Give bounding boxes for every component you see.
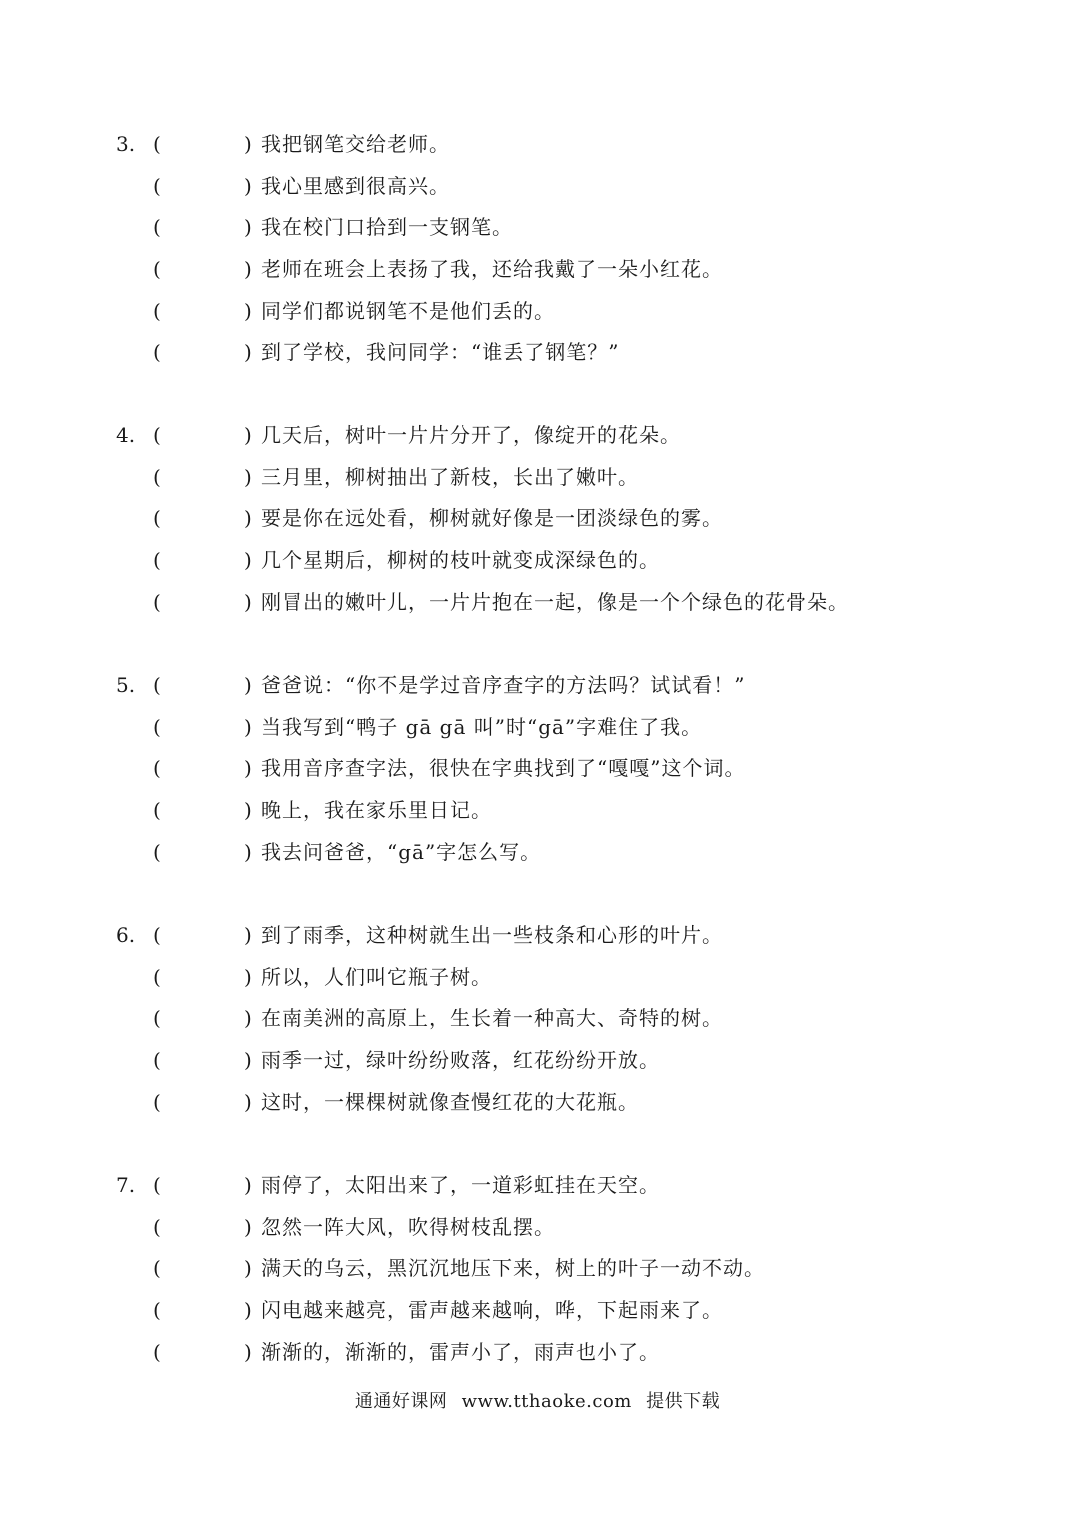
right-paren: ) (244, 1006, 252, 1031)
footer (0, 1388, 1075, 1416)
left-paren: ( (153, 1173, 161, 1197)
order-answer-blank[interactable] (163, 299, 247, 327)
sentence-text: 雨停了，太阳出来了，一道彩虹挂在天空。 (261, 1173, 660, 1197)
left-paren: ( (153, 173, 161, 198)
right-paren: ) (244, 506, 252, 531)
sentence-text: 爸爸说：“你不是学过音序查字的方法吗？试试看！” (261, 673, 746, 697)
sentence-text: 我在校门口拾到一支钢笔。 (261, 215, 513, 240)
ordering-row (0, 1207, 1075, 1249)
ordering-row (0, 498, 1075, 540)
left-paren: ( (153, 506, 161, 531)
right-paren: ) (244, 423, 252, 447)
left-paren: ( (153, 714, 161, 739)
ordering-row (0, 1165, 1075, 1207)
sentence-text: 到了雨季，这种树就生出一些枝条和心形的叶片。 (261, 923, 723, 947)
order-answer-blank[interactable] (163, 506, 247, 534)
sentence-text: 这时，一棵棵树就像查慢红花的大花瓶。 (261, 1089, 639, 1114)
sentence-text: 忽然一阵大风，吹得树枝乱摆。 (261, 1214, 555, 1239)
left-paren: ( (153, 964, 161, 989)
question-number: 3. (116, 132, 136, 156)
left-paren: ( (153, 257, 161, 282)
ordering-row (0, 915, 1075, 957)
right-paren: ) (244, 1048, 252, 1073)
sentence-text: 渐渐的，渐渐的，雷声小了，雨声也小了。 (261, 1339, 660, 1364)
footer-site-name: 通通好课网 (354, 1391, 448, 1412)
left-paren: ( (153, 589, 161, 614)
question-number: 4. (116, 423, 136, 447)
ordering-row (0, 166, 1075, 208)
sentence-text: 我用音序查字法，很快在字典找到了“嘎嘎”这个词。 (261, 756, 746, 781)
right-paren: ) (244, 464, 252, 489)
order-answer-blank[interactable] (163, 1340, 247, 1368)
order-answer-blank[interactable] (163, 715, 247, 743)
ordering-row (0, 957, 1075, 999)
order-answer-blank[interactable] (163, 465, 247, 493)
left-paren: ( (153, 756, 161, 781)
question-6 (0, 915, 1075, 1123)
sentence-text: 要是你在远处看，柳树就好像是一团淡绿色的雾。 (261, 506, 723, 531)
left-paren: ( (153, 1006, 161, 1031)
right-paren: ) (244, 589, 252, 614)
order-answer-blank[interactable] (163, 1215, 247, 1243)
order-answer-blank[interactable] (163, 1048, 247, 1076)
order-answer-blank[interactable] (163, 798, 247, 826)
ordering-row (0, 1248, 1075, 1290)
sentence-text: 我把钢笔交给老师。 (261, 132, 450, 156)
left-paren: ( (153, 1256, 161, 1281)
sentence-text: 当我写到“鸭子 gā gā 叫”时“gā”字难住了我。 (261, 714, 703, 739)
right-paren: ) (244, 923, 252, 947)
right-paren: ) (244, 798, 252, 823)
question-7 (0, 1165, 1075, 1373)
ordering-row (0, 1290, 1075, 1332)
right-paren: ) (244, 1173, 252, 1197)
right-paren: ) (244, 548, 252, 573)
right-paren: ) (244, 1256, 252, 1281)
ordering-row (0, 540, 1075, 582)
sentence-text: 雨季一过，绿叶纷纷败落，红花纷纷开放。 (261, 1048, 660, 1073)
sentence-text: 老师在班会上表扬了我，还给我戴了一朵小红花。 (261, 257, 723, 282)
sentence-text: 我心里感到很高兴。 (261, 173, 450, 198)
ordering-row (0, 124, 1075, 166)
left-paren: ( (153, 1089, 161, 1114)
sentence-text: 几天后，树叶一片片分开了，像绽开的花朵。 (261, 423, 681, 447)
ordering-row (0, 415, 1075, 457)
left-paren: ( (153, 1048, 161, 1073)
order-answer-blank[interactable] (163, 1256, 247, 1284)
right-paren: ) (244, 756, 252, 781)
left-paren: ( (153, 1298, 161, 1323)
ordering-row (0, 1332, 1075, 1374)
right-paren: ) (244, 1298, 252, 1323)
ordering-row (0, 790, 1075, 832)
ordering-row (0, 332, 1075, 374)
ordering-row (0, 291, 1075, 333)
sentence-text: 我去问爸爸，“gā”字怎么写。 (261, 839, 542, 864)
ordering-row (0, 457, 1075, 499)
left-paren: ( (153, 132, 161, 156)
left-paren: ( (153, 673, 161, 697)
sentence-text: 晚上，我在家乐里日记。 (261, 798, 492, 823)
order-answer-blank[interactable] (163, 923, 247, 951)
right-paren: ) (244, 1214, 252, 1239)
sentence-text: 刚冒出的嫩叶儿，一片片抱在一起，像是一个个绿色的花骨朵。 (261, 589, 849, 614)
ordering-row (0, 748, 1075, 790)
question-number: 7. (116, 1173, 136, 1197)
right-paren: ) (244, 1339, 252, 1364)
question-5 (0, 665, 1075, 873)
question-number: 6. (116, 923, 136, 947)
order-answer-blank[interactable] (163, 257, 247, 285)
left-paren: ( (153, 798, 161, 823)
ordering-row (0, 998, 1075, 1040)
left-paren: ( (153, 1339, 161, 1364)
footer-suffix: 提供下载 (646, 1391, 721, 1412)
left-paren: ( (153, 1214, 161, 1239)
right-paren: ) (244, 257, 252, 282)
order-answer-blank[interactable] (163, 215, 247, 243)
left-paren: ( (153, 548, 161, 573)
order-answer-blank[interactable] (163, 756, 247, 784)
left-paren: ( (153, 464, 161, 489)
ordering-row (0, 707, 1075, 749)
left-paren: ( (153, 340, 161, 365)
order-answer-blank[interactable] (163, 840, 247, 868)
sentence-text: 闪电越来越亮，雷声越来越响，哗，下起雨来了。 (261, 1298, 723, 1323)
left-paren: ( (153, 423, 161, 447)
right-paren: ) (244, 673, 252, 697)
ordering-row (0, 249, 1075, 291)
sentence-text: 三月里，柳树抽出了新枝，长出了嫩叶。 (261, 464, 639, 489)
right-paren: ) (244, 132, 252, 156)
right-paren: ) (244, 839, 252, 864)
order-answer-blank[interactable] (163, 174, 247, 202)
right-paren: ) (244, 173, 252, 198)
question-4 (0, 415, 1075, 623)
order-answer-blank[interactable] (163, 1298, 247, 1326)
sentence-text: 几个星期后，柳树的枝叶就变成深绿色的。 (261, 548, 660, 573)
footer-url[interactable]: www.tthaoke.com (461, 1391, 632, 1412)
order-answer-blank[interactable] (163, 1006, 247, 1034)
left-paren: ( (153, 839, 161, 864)
order-answer-blank[interactable] (163, 423, 247, 451)
sentence-text: 到了学校，我问同学：“谁丢了钢笔？” (261, 340, 620, 365)
right-paren: ) (244, 298, 252, 323)
question-number: 5. (116, 673, 136, 697)
ordering-row (0, 1082, 1075, 1124)
right-paren: ) (244, 964, 252, 989)
order-answer-blank[interactable] (163, 590, 247, 618)
ordering-row (0, 665, 1075, 707)
sentence-text: 所以，人们叫它瓶子树。 (261, 964, 492, 989)
left-paren: ( (153, 298, 161, 323)
left-paren: ( (153, 215, 161, 240)
order-answer-blank[interactable] (163, 965, 247, 993)
question-3 (0, 124, 1075, 374)
order-answer-blank[interactable] (163, 673, 247, 701)
right-paren: ) (244, 215, 252, 240)
ordering-row (0, 832, 1075, 874)
right-paren: ) (244, 340, 252, 365)
right-paren: ) (244, 1089, 252, 1114)
order-answer-blank[interactable] (163, 132, 247, 160)
ordering-row (0, 1040, 1075, 1082)
order-answer-blank[interactable] (163, 548, 247, 576)
ordering-row (0, 207, 1075, 249)
order-answer-blank[interactable] (163, 1090, 247, 1118)
order-answer-blank[interactable] (163, 1173, 247, 1201)
sentence-text: 满天的乌云，黑沉沉地压下来，树上的叶子一动不动。 (261, 1256, 765, 1281)
ordering-row (0, 582, 1075, 624)
right-paren: ) (244, 714, 252, 739)
order-answer-blank[interactable] (163, 340, 247, 368)
sentence-text: 在南美洲的高原上，生长着一种高大、奇特的树。 (261, 1006, 723, 1031)
sentence-text: 同学们都说钢笔不是他们丢的。 (261, 298, 555, 323)
left-paren: ( (153, 923, 161, 947)
